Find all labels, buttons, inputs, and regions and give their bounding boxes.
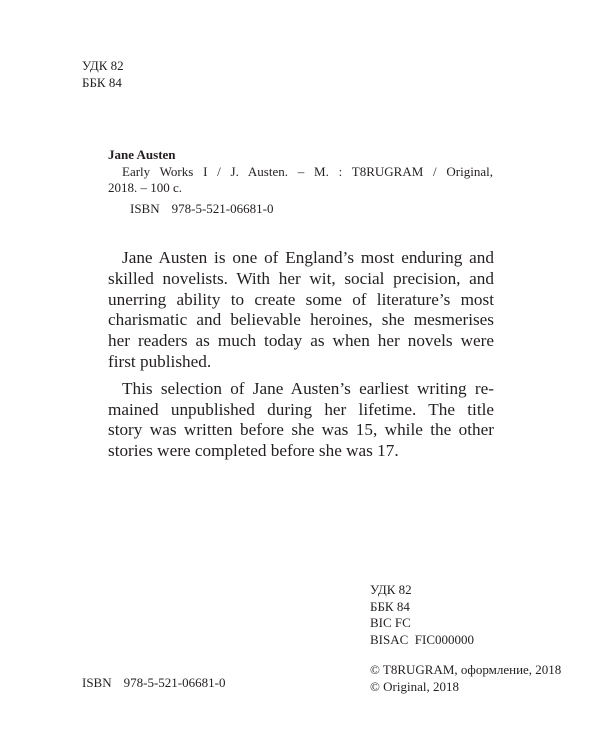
annotation-paragraph-2 xyxy=(108,379,494,462)
annotation-line: skilled novelists. With her wit, social precision, and xyxy=(108,268,494,288)
isbn-value: 978-5-521-06681-0 xyxy=(123,675,226,690)
isbn-value: 978-5-521-06681-0 xyxy=(171,201,274,216)
bic-code: BIC FC xyxy=(370,615,411,630)
annotation-paragraph-1 xyxy=(108,248,494,373)
annotation-line: story was written before she was 15, while the other xyxy=(108,420,494,440)
bisac-code: BISAC FIC000000 xyxy=(370,631,475,647)
udk-code: УДК 82 xyxy=(82,58,124,73)
annotation-line: This selection of Jane Austen’s earliest writing re- xyxy=(122,378,494,398)
annotation-line: stories were completed before she was 17. xyxy=(108,441,399,461)
annotation-line: her readers as much today as when her novels were xyxy=(108,331,494,351)
udk-code: УДК 82 xyxy=(370,582,412,597)
bbk-code: ББК 84 xyxy=(370,598,410,614)
author-name: Jane Austen xyxy=(108,147,176,162)
annotation xyxy=(108,248,494,462)
isbn-label: ISBN xyxy=(130,201,160,216)
annotation-line: first published. xyxy=(108,351,212,371)
isbn-bottom xyxy=(82,675,225,692)
classification-codes-top xyxy=(82,58,124,91)
bbk-code: ББК 84 xyxy=(82,74,122,90)
annotation-line: charismatic and believable heroines, she mesmerises xyxy=(108,310,494,330)
bib-description-line-2: 2018. – 100 с. xyxy=(108,180,183,195)
copyright-line-2: © Original, 2018 xyxy=(370,678,459,694)
isbn-top xyxy=(130,201,273,218)
classification-codes-bottom xyxy=(370,582,474,648)
copyright-notice xyxy=(370,662,561,695)
bib-description-line-1: Early Works I / J. Austen. – M. : T8RUGRAM / Original, xyxy=(122,163,493,179)
annotation-line: mained unpublished during her lifetime. The title xyxy=(108,399,494,419)
annotation-line: Jane Austen is one of England’s most enduring and xyxy=(122,248,494,267)
copyright-line-1: © T8RUGRAM, оформление, 2018 xyxy=(370,662,562,677)
bibliographic-entry xyxy=(108,147,493,197)
isbn-label: ISBN xyxy=(82,675,112,690)
annotation-line: unerring ability to create some of literature’s most xyxy=(108,289,494,309)
